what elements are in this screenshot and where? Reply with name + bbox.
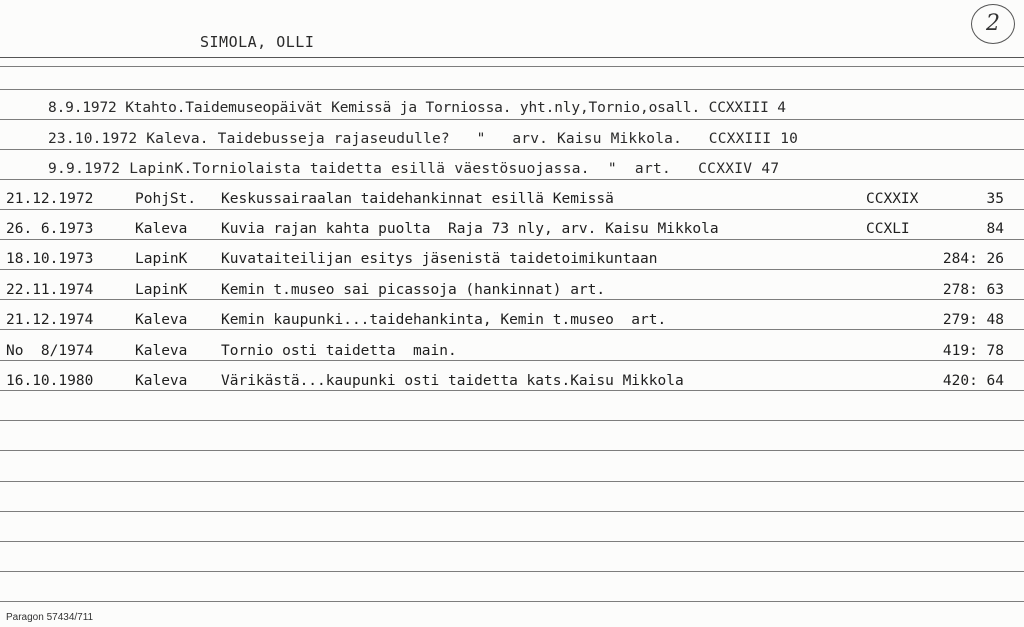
entry-title: Keskussairaalan taidehankinnat esillä Kemissä	[221, 191, 614, 207]
entry-row	[0, 282, 1024, 302]
entry-number: 278: 63	[942, 282, 1004, 298]
rule-line	[0, 481, 1024, 482]
entry-row	[0, 343, 1024, 363]
entry-ref: CCXXIX	[866, 191, 919, 207]
entry-number: 279: 48	[942, 312, 1004, 328]
entry-row	[0, 221, 1024, 241]
rule-line	[0, 57, 1024, 58]
entry-date: No 8/1974	[6, 343, 94, 359]
entry-date: 26. 6.1973	[6, 221, 94, 237]
entry-row	[0, 312, 1024, 332]
rule-line	[0, 571, 1024, 572]
entry-title: Kemin kaupunki...taidehankinta, Kemin t.museo art.	[221, 312, 667, 328]
entry-ref: CCXLI	[866, 221, 910, 237]
entry-title: Tornio osti taidetta main.	[221, 343, 457, 359]
rule-line	[0, 511, 1024, 512]
rule-line	[0, 119, 1024, 120]
rule-line	[0, 149, 1024, 150]
entry-source: PohjSt.	[135, 191, 197, 207]
entry-number: 419: 78	[942, 343, 1004, 359]
rule-line	[0, 420, 1024, 421]
entry-source: Kaleva	[135, 373, 188, 389]
entry-date: 21.12.1972	[6, 191, 94, 207]
card-print-code: Paragon 57434/711	[6, 612, 94, 623]
entry-title: Värikästä...kaupunki osti taidetta kats.Kaisu Mikkola	[221, 373, 684, 389]
entry-number: 35	[986, 191, 1004, 207]
rule-line	[0, 66, 1024, 67]
entry-number: 84	[986, 221, 1004, 237]
card-person-name: SIMOLA, OLLI	[200, 33, 315, 51]
rule-line	[0, 541, 1024, 542]
entry-number: 420: 64	[942, 373, 1004, 389]
rule-line	[0, 179, 1024, 180]
entry-row	[0, 191, 1024, 211]
entry-row	[0, 251, 1024, 271]
entry-source: LapinK	[135, 282, 188, 298]
rule-line	[0, 89, 1024, 90]
entry-title: Kuvataiteilijan esitys jäsenistä taidetoimikuntaan	[221, 251, 658, 267]
entry-date: 21.12.1974	[6, 312, 94, 328]
entry-title: Kuvia rajan kahta puolta Raja 73 nly, arv. Kaisu Mikkola	[221, 221, 719, 237]
entry-date: 16.10.1980	[6, 373, 94, 389]
entry-source: Kaleva	[135, 343, 188, 359]
entry-date: 18.10.1973	[6, 251, 94, 267]
typed-line: 8.9.1972 Ktahto.Taidemuseopäivät Kemissä ja Torniossa. yht.nly,Tornio,osall. CCXXIII 4	[48, 100, 786, 116]
entry-source: Kaleva	[135, 312, 188, 328]
entry-number: 284: 26	[942, 251, 1004, 267]
entry-date: 22.11.1974	[6, 282, 94, 298]
page-number-circle: 2	[971, 4, 1015, 44]
typed-line: 23.10.1972 Kaleva. Taidebusseja rajaseudulle? " arv. Kaisu Mikkola. CCXXIII 10	[48, 131, 799, 147]
entry-title: Kemin t.museo sai picassoja (hankinnat) art.	[221, 282, 606, 298]
entry-row	[0, 373, 1024, 393]
entry-source: LapinK	[135, 251, 188, 267]
rule-line	[0, 601, 1024, 602]
rule-line	[0, 450, 1024, 451]
entry-source: Kaleva	[135, 221, 188, 237]
typed-line: 9.9.1972 LapinK.Torniolaista taidetta esillä väestösuojassa. " art. CCXXIV 47	[48, 161, 780, 177]
